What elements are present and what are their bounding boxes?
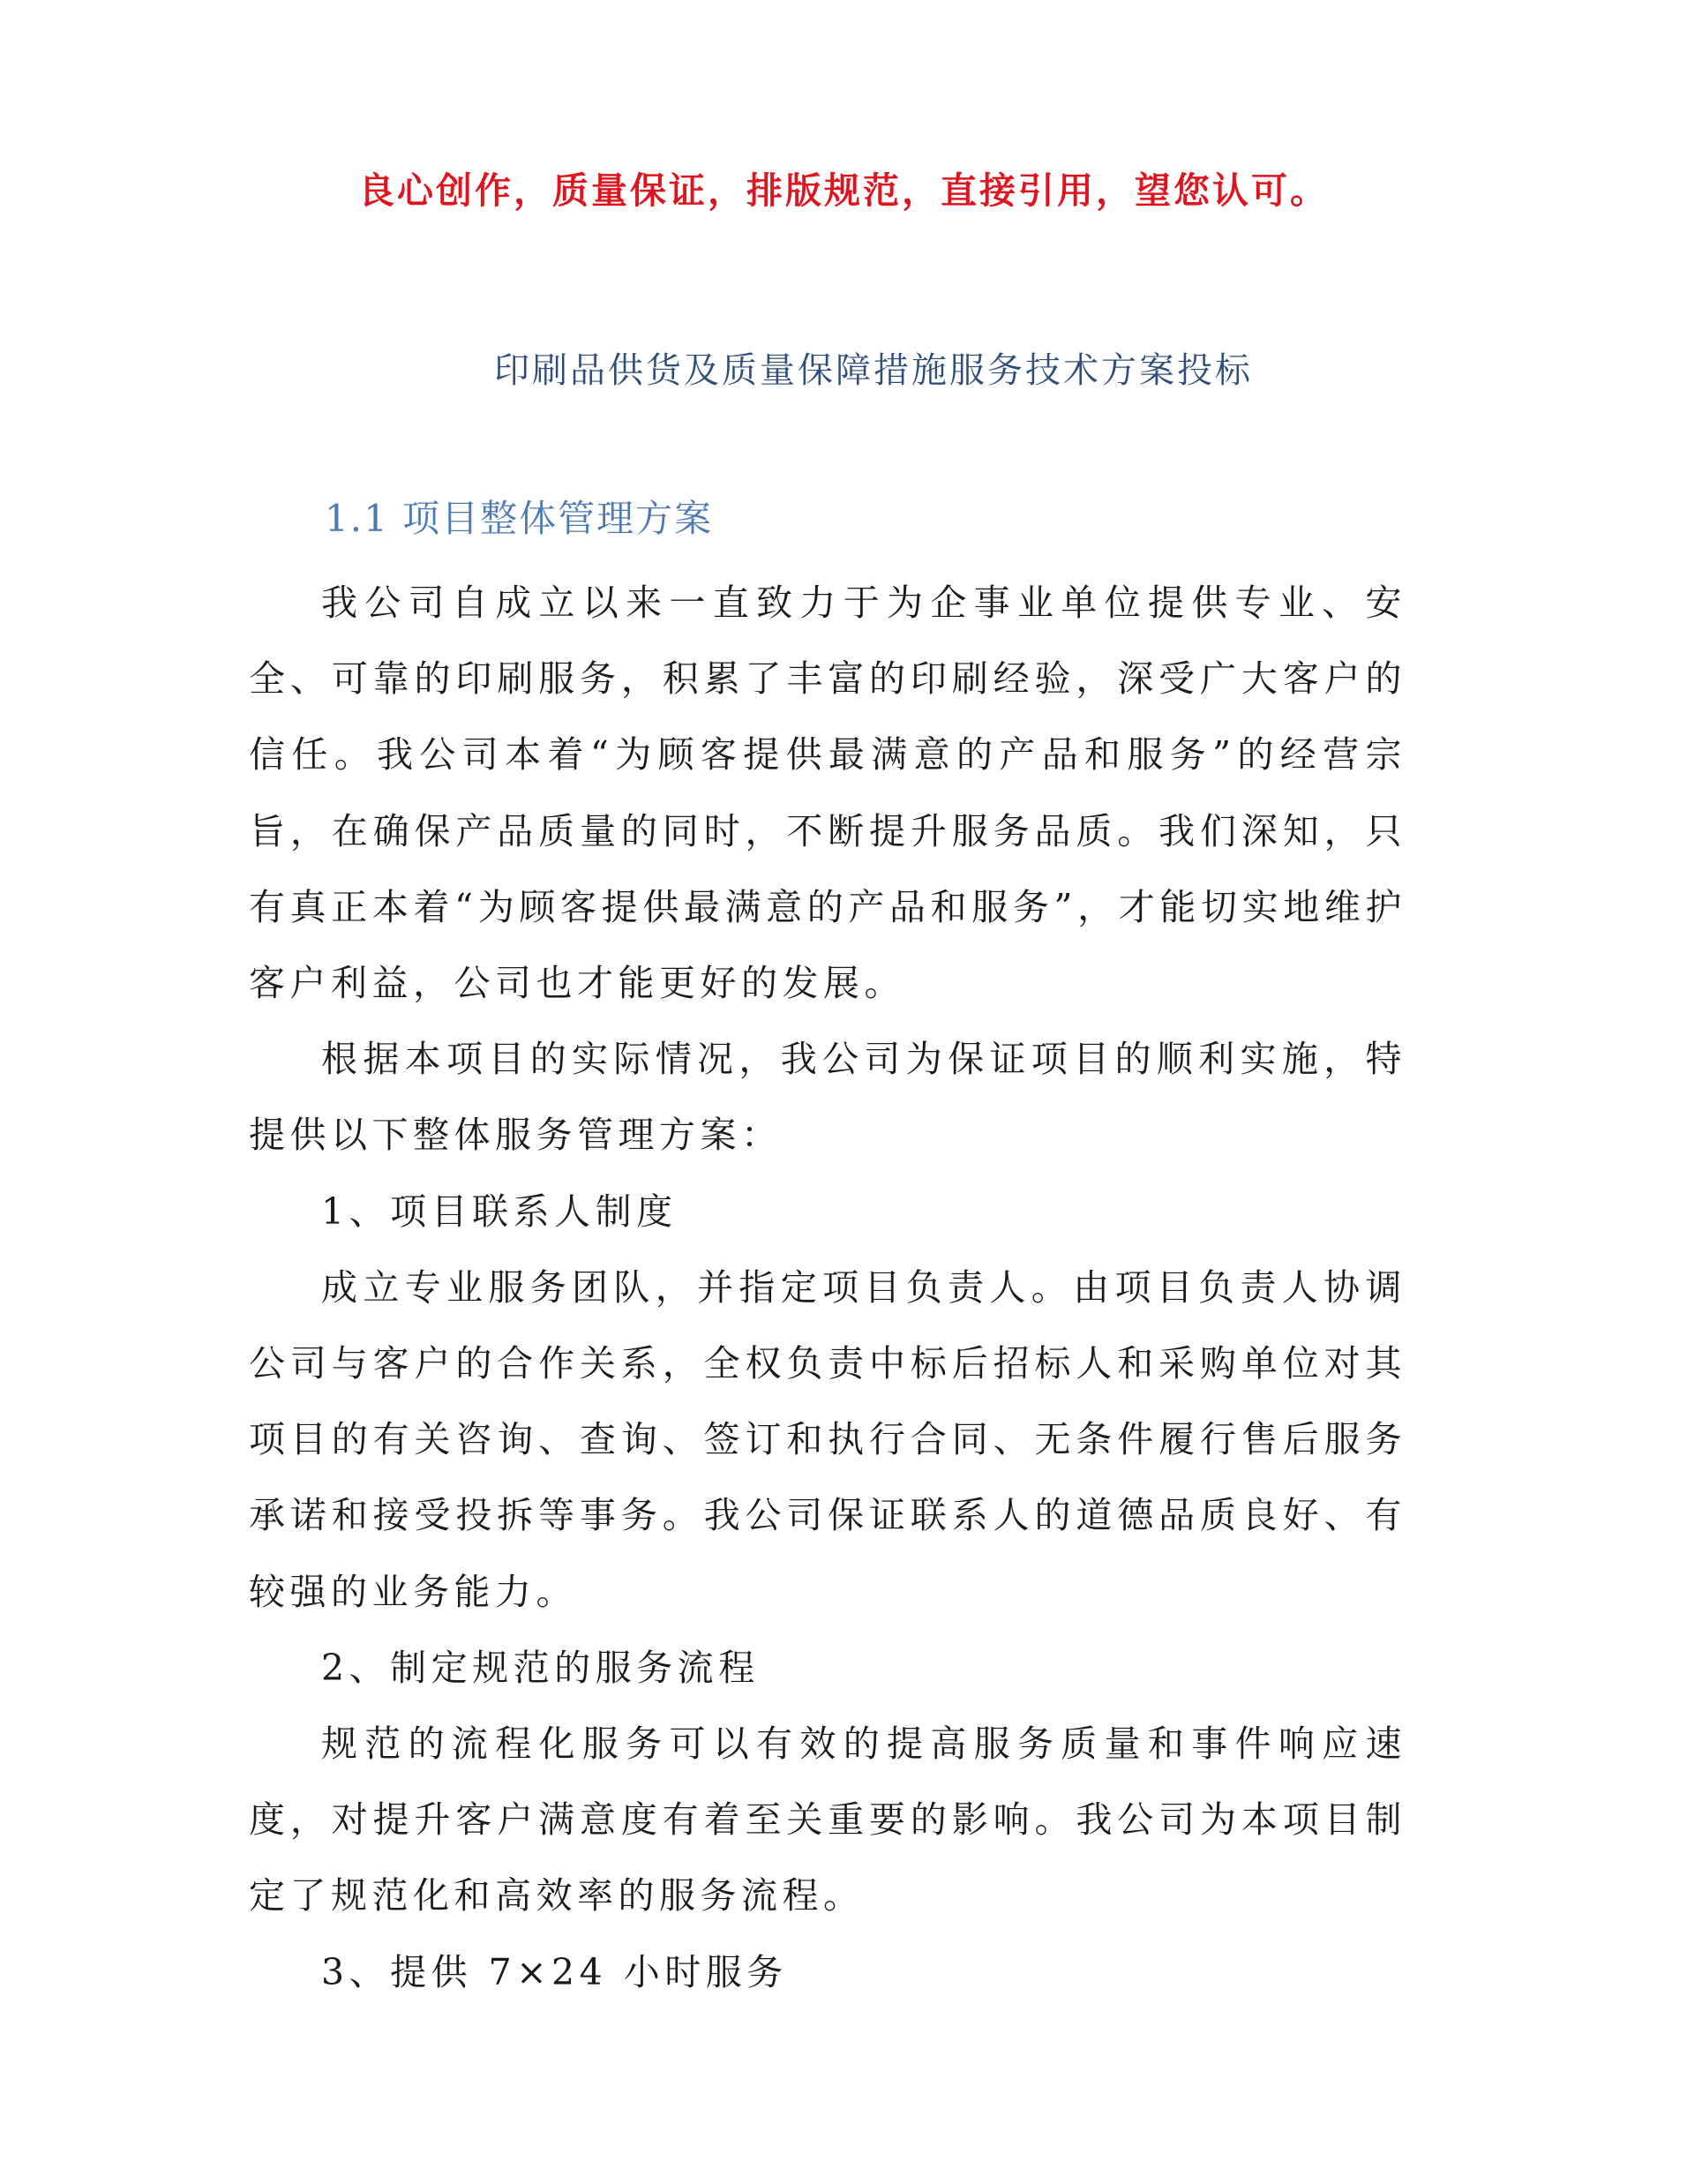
item-heading-24-7-service: 3、提供 7×24 小时服务 [321, 1950, 788, 1993]
section-heading: 1.1 项目整体管理方案 [325, 497, 714, 540]
document-title: 印刷品供货及质量保障措施服务技术方案投标 [494, 350, 1253, 391]
paragraph-contact-system: 成立专业服务团队，并指定项目负责人。由项目负责人协调公司与客户的合作关系，全权负责中标后招标人和采购单位对其项目的有关咨询、查询、签订和执行合同、无条件履行售后服务承诺和接受投拆等事务。我公司保证联系人的道德品质良好、有较强的业务能力。 [249, 1265, 1406, 1613]
item-heading-contact-system: 1、项目联系人制度 [321, 1190, 678, 1233]
document-body [249, 565, 1406, 2010]
promo-banner: 良心创作，质量保证，排版规范，直接引用，望您认可。 [358, 169, 1329, 212]
paragraph-plan-intro: 根据本项目的实际情况，我公司为保证项目的顺利实施，特提供以下整体服务管理方案： [249, 1038, 1406, 1157]
item-heading-service-process: 2、制定规范的服务流程 [321, 1646, 760, 1689]
paragraph-company-intro: 我公司自成立以来一直致力于为企事业单位提供专业、安全、可靠的印刷服务，积累了丰富的印刷经验，深受广大客户的信任。我公司本着“为顾客提供最满意的产品和服务”的经营宗旨，在确保产品质量的同时，不断提升服务品质。我们深知，只有真正本着“为顾客提供最满意的产品和服务”，才能切实地维护客户利益，公司也才能更好的发展。 [249, 582, 1406, 1005]
paragraph-service-process: 规范的流程化服务可以有效的提高服务质量和事件响应速度，对提升客户满意度有着至关重要的影响。我公司为本项目制定了规范化和高效率的服务流程。 [249, 1722, 1406, 1918]
